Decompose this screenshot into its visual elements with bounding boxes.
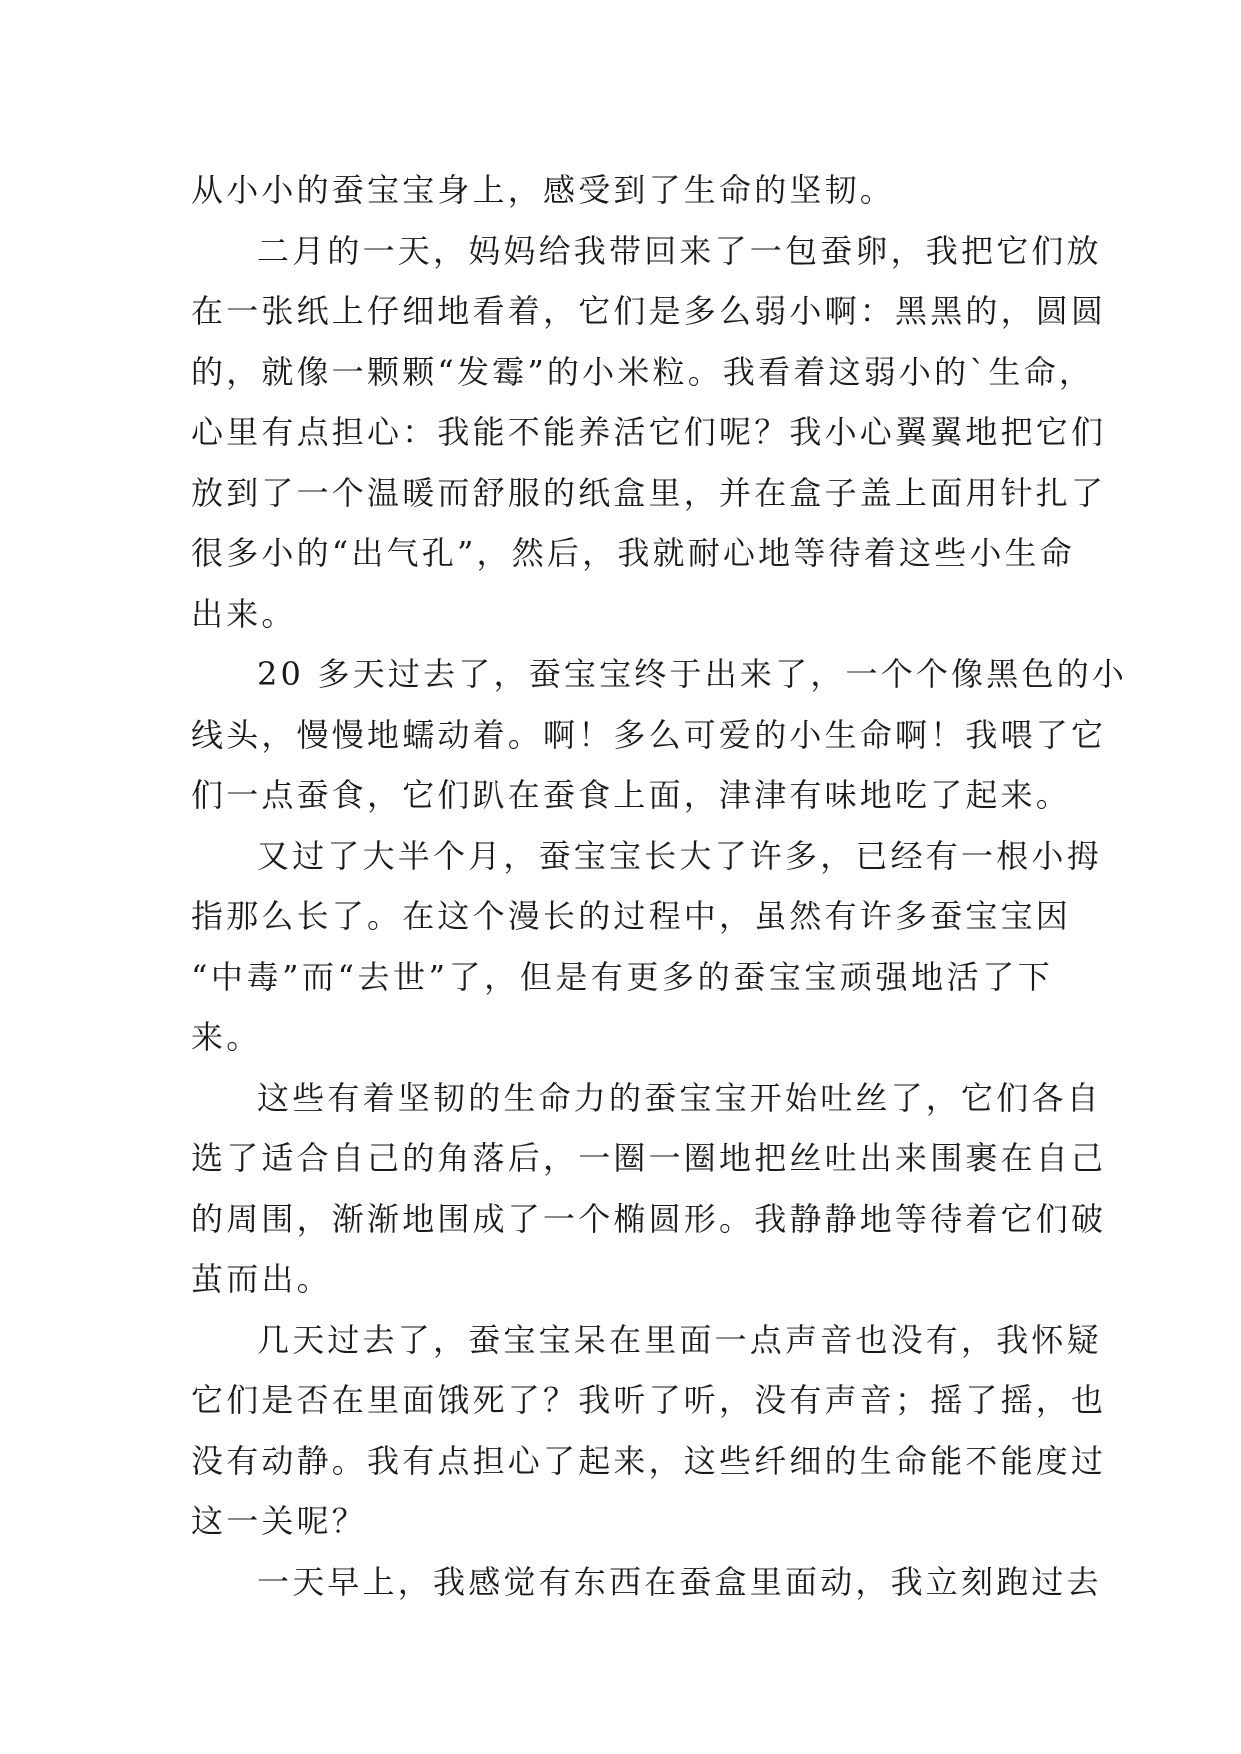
- text-line: 这些有着坚韧的生命力的蚕宝宝开始吐丝了，它们各自: [257, 1078, 1102, 1117]
- text-line: 们一点蚕食，它们趴在蚕食上面，津津有味地吃了起来。: [191, 776, 1072, 814]
- text-line: 指那么长了。在这个漫长的过程中，虽然有许多蚕宝宝因: [191, 897, 1072, 935]
- text-line: 线头，慢慢地蠕动着。啊！多么可爱的小生命啊！我喂了它: [191, 715, 1107, 754]
- text-line: 20 多天过去了，蚕宝宝终于出来了，一个个像黑色的小: [257, 655, 1128, 693]
- text-line: 没有动静。我有点担心了起来，这些纤细的生命能不能度过: [191, 1441, 1107, 1480]
- text-line: 来。: [191, 1018, 262, 1056]
- text-line: 出来。: [191, 594, 297, 633]
- text-line: 二月的一天，妈妈给我带回来了一包蚕卵，我把它们放: [257, 231, 1102, 270]
- text-line: 的，就像一颗颗“发霉”的小米粒。我看着这弱小的`生命，: [191, 352, 1095, 391]
- text-line: “中毒”而“去世”了，但是有更多的蚕宝宝顽强地活了下: [191, 957, 1053, 996]
- text-line: 茧而出。: [191, 1260, 332, 1298]
- essay-body: [191, 160, 1128, 1612]
- text-line: 一天早上，我感觉有东西在蚕盒里面动，我立刻跑过去: [257, 1562, 1102, 1601]
- text-line: 放到了一个温暖而舒服的纸盒里，并在盒子盖上面用针扎了: [191, 473, 1107, 512]
- text-line: 选了适合自己的角落后，一圈一圈地把丝吐出来围裹在自己: [191, 1139, 1107, 1177]
- text-line: 在一张纸上仔细地看着，它们是多么弱小啊：黑黑的，圆圆: [191, 292, 1107, 330]
- text-line: 心里有点担心：我能不能养活它们呢？我小心翼翼地把它们: [191, 413, 1107, 451]
- text-line: 很多小的“出气孔”，然后，我就耐心地等待着这些小生命: [191, 534, 1075, 572]
- text-line: 又过了大半个月，蚕宝宝长大了许多，已经有一根小拇: [257, 836, 1102, 875]
- text-line: 这一关呢？: [191, 1502, 368, 1540]
- text-line: 的周围，渐渐地围成了一个椭圆形。我静静地等待着它们破: [191, 1199, 1107, 1238]
- text-line: 它们是否在里面饿死了？我听了听，没有声音；摇了摇，也: [191, 1381, 1107, 1419]
- text-line: 几天过去了，蚕宝宝呆在里面一点声音也没有，我怀疑: [257, 1320, 1102, 1359]
- text-line: 从小小的蚕宝宝身上，感受到了生命的坚韧。: [191, 171, 896, 209]
